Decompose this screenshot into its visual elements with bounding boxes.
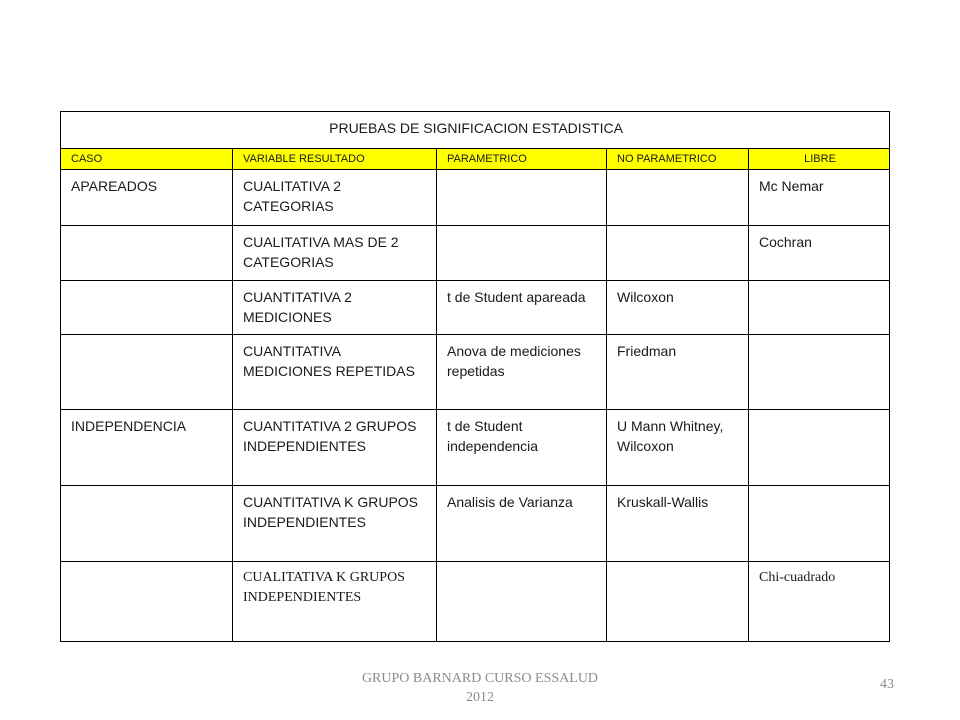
header-row	[61, 149, 890, 170]
table-row	[61, 410, 890, 486]
cell-caso: APAREADOS	[61, 170, 233, 226]
footer-line-1: GRUPO BARNARD CURSO ESSALUD	[361, 671, 599, 686]
table-row	[61, 562, 890, 642]
cell-libre	[749, 281, 890, 335]
table-row	[61, 170, 890, 226]
page-number: 43	[880, 677, 894, 692]
cell-variable: CUALITATIVA K GRUPOS INDEPENDIENTES	[233, 562, 437, 642]
cell-variable: CUALITATIVA 2 CATEGORIAS	[233, 170, 437, 226]
cell-parametrico: Anova de mediciones repetidas	[437, 335, 607, 410]
header-no-parametrico: NO PARAMETRICO	[607, 149, 749, 170]
cell-libre: Chi-cuadrado	[749, 562, 890, 642]
cell-caso	[61, 486, 233, 562]
cell-caso: INDEPENDENCIA	[61, 410, 233, 486]
cell-no-parametrico: U Mann Whitney, Wilcoxon	[607, 410, 749, 486]
cell-no-parametrico: Wilcoxon	[607, 281, 749, 335]
cell-variable: CUANTITATIVA 2 MEDICIONES	[233, 281, 437, 335]
cell-caso	[61, 562, 233, 642]
header-variable-resultado: VARIABLE RESULTADO	[233, 149, 437, 170]
cell-caso	[61, 226, 233, 281]
table-row	[61, 281, 890, 335]
cell-parametrico	[437, 562, 607, 642]
cell-parametrico	[437, 170, 607, 226]
statistics-tests-table	[60, 111, 890, 642]
table-row	[61, 335, 890, 410]
cell-libre	[749, 335, 890, 410]
footer-line-2: 2012	[466, 690, 494, 705]
cell-libre: Mc Nemar	[749, 170, 890, 226]
footer-text	[330, 669, 630, 707]
cell-libre	[749, 410, 890, 486]
cell-libre: Cochran	[749, 226, 890, 281]
table-row	[61, 486, 890, 562]
cell-variable: CUANTITATIVA 2 GRUPOS INDEPENDIENTES	[233, 410, 437, 486]
table-title-row	[61, 112, 890, 149]
table-row	[61, 226, 890, 281]
cell-libre	[749, 486, 890, 562]
cell-no-parametrico	[607, 170, 749, 226]
cell-caso	[61, 335, 233, 410]
cell-no-parametrico: Kruskall-Wallis	[607, 486, 749, 562]
cell-variable: CUANTITATIVA K GRUPOS INDEPENDIENTES	[233, 486, 437, 562]
cell-parametrico: t de Student apareada	[437, 281, 607, 335]
cell-variable: CUANTITATIVA MEDICIONES REPETIDAS	[233, 335, 437, 410]
cell-parametrico: Analisis de Varianza	[437, 486, 607, 562]
cell-caso	[61, 281, 233, 335]
cell-variable: CUALITATIVA MAS DE 2 CATEGORIAS	[233, 226, 437, 281]
cell-no-parametrico: Friedman	[607, 335, 749, 410]
header-libre: LIBRE	[749, 149, 890, 170]
header-caso: CASO	[61, 149, 233, 170]
cell-parametrico	[437, 226, 607, 281]
table-title: PRUEBAS DE SIGNIFICACION ESTADISTICA	[61, 112, 890, 149]
cell-parametrico: t de Student independencia	[437, 410, 607, 486]
cell-no-parametrico	[607, 562, 749, 642]
header-parametrico: PARAMETRICO	[437, 149, 607, 170]
cell-no-parametrico	[607, 226, 749, 281]
